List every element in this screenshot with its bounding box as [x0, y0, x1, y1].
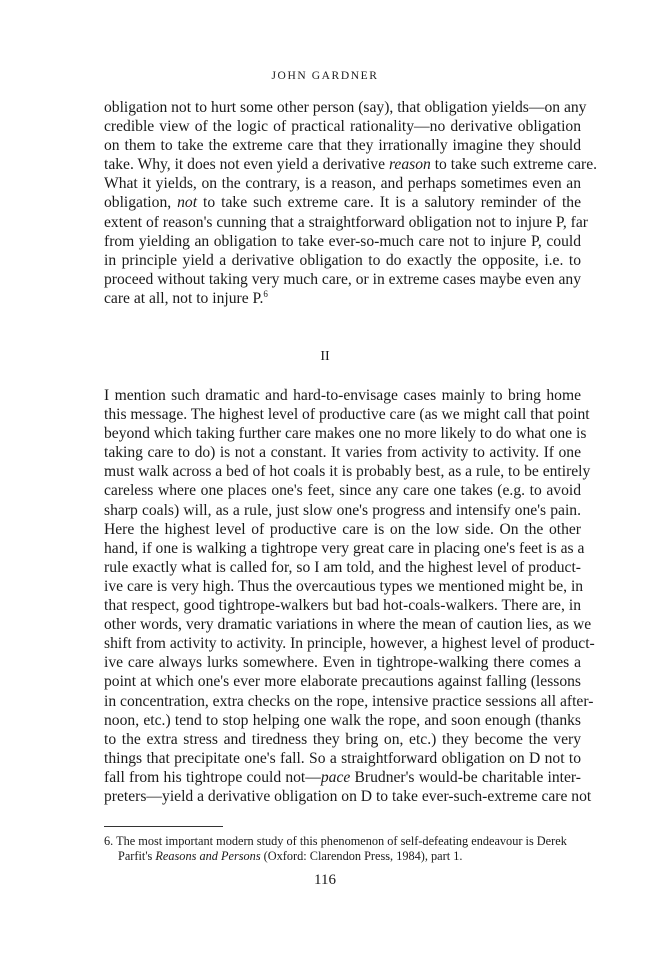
text-run: Brudner's would-be charitable inter-: [350, 768, 581, 786]
text-line: in principle yield a derivative obligation to do exactly the opposite, i.e. to: [104, 251, 581, 269]
text-run: to take such extreme care.: [430, 156, 598, 174]
section-heading: II: [320, 349, 330, 364]
text-run: Parfit's: [118, 849, 156, 863]
text-line: other words, very dramatic variations in where the mean of caution lies, as we: [104, 616, 592, 634]
text-line: taking care to do) is not a constant. It varies from activity to activity. If one: [104, 444, 581, 462]
text-line: ive care always lurks somewhere. Even in tightrope-walking there comes a: [104, 654, 581, 672]
italic-term: pace: [320, 768, 351, 786]
text-line: from yielding an obligation to take ever-so-much care not to injure P, could: [104, 232, 581, 250]
text-line: that respect, good tightrope-walkers but bad hot-coals-walkers. There are, in: [104, 597, 581, 615]
text-line: rule exactly what is called for, so I am told, and the highest level of product-: [104, 558, 581, 576]
text-line: [104, 768, 581, 787]
text-line: What it yields, on the contrary, is a reason, and perhaps sometimes even an: [104, 175, 581, 193]
text-line: Here the highest level of productive care is on the low side. On the other: [104, 520, 581, 538]
italic-title: Reasons and Persons: [155, 849, 261, 863]
text-line: careless where one places one's feet, since any care one takes (e.g. to avoid: [104, 482, 581, 500]
footnote-line: 6. The most important modern study of this phenomenon of self-defeating endeavour is Derek: [104, 834, 567, 848]
footnote-line: [104, 849, 581, 864]
footnote-divider: [104, 826, 223, 827]
text-line: hand, if one is walking a tightrope very great care in placing one's feet is as a: [104, 539, 585, 557]
text-run: (Oxford: Clarendon Press, 1984), part 1.: [260, 849, 463, 863]
text-line: must walk across a bed of hot coals it is probably best, as a rule, to be entirely: [104, 463, 591, 481]
footnote-marker[interactable]: 6: [263, 288, 268, 299]
text-line: noon, etc.) tend to stop helping one walk the rope, and soon enough (thanks: [104, 711, 581, 729]
text-line: in concentration, extra checks on the rope, intensive practice sessions all after-: [104, 692, 594, 710]
text-run: to take such extreme care. It is a salutory reminder of the: [197, 194, 581, 212]
footnote-6: [104, 834, 581, 864]
text-line: [104, 193, 581, 212]
text-line: credible view of the logic of practical rationality—no derivative obligation: [104, 118, 581, 136]
text-line: extent of reason's cunning that a straightforward obligation not to injure P, far: [104, 213, 588, 231]
page-number: 116: [314, 872, 336, 888]
paragraph-1: [104, 98, 598, 308]
text-line: preters—yield a derivative obligation on D to take ever-such-extreme care not: [104, 787, 592, 805]
italic-term: not: [177, 194, 198, 212]
running-head: JOHN GARDNER: [271, 70, 379, 82]
text-line: [104, 155, 598, 174]
text-run: fall from his tightrope could not—: [104, 768, 321, 786]
text-line: to the extra stress and tiredness they bring on, etc.) they become the very: [104, 730, 581, 748]
text-run: obligation,: [104, 194, 178, 212]
text-run: care at all, not to injure P.: [104, 289, 264, 307]
text-line: I mention such dramatic and hard-to-envisage cases mainly to bring home: [104, 387, 581, 404]
text-line: obligation not to hurt some other person (say), that obligation yields—on any: [104, 99, 587, 116]
text-line: [104, 289, 581, 308]
text-line: this message. The highest level of productive care (as we might call that point: [104, 406, 590, 424]
text-line: shift from activity to activity. In principle, however, a highest level of product-: [104, 635, 595, 653]
text-run: take. Why, it does not even yield a derivative: [104, 156, 389, 174]
text-line: things that precipitate one's fall. So a straightforward obligation on D not to: [104, 749, 581, 767]
text-line: sharp coals) will, as a rule, just slow one's progress and intensify one's pain.: [104, 501, 581, 519]
paragraph-2: [104, 386, 595, 806]
italic-term: reason: [388, 156, 431, 174]
text-line: beyond which taking further care makes one no more likely to do what one is: [104, 425, 587, 443]
text-line: proceed without taking very much care, or in extreme cases maybe even any: [104, 270, 581, 288]
text-line: point at which one's ever more elaborate precautions against falling (lessons: [104, 673, 581, 691]
text-line: ive care is very high. Thus the overcautious types we mentioned might be, in: [104, 577, 584, 595]
text-line: on them to take the extreme care that they irrationally imagine they should: [104, 137, 581, 155]
